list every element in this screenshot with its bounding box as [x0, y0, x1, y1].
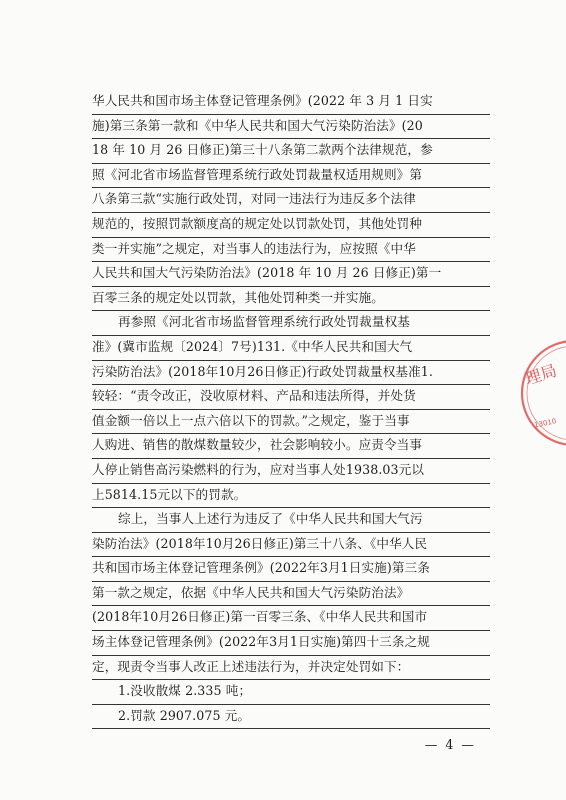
text-line: 值金额一倍以上一点六倍以下的罚款。”之规定，鉴于当事 — [92, 410, 490, 435]
text-line: 综上，当事人上述行为违反了《中华人民共和国大气污 — [92, 508, 490, 533]
penalty-item: 1.没收散煤 2.335 吨； — [92, 680, 490, 705]
document-body — [92, 90, 490, 729]
penalty-item: 2.罚款 2907.075 元。 — [92, 705, 490, 730]
text-line: 18 年 10 月 26 日修正)第三十八条第二款两个法律规范，参 — [92, 139, 490, 164]
text-line: 人购进、销售的散煤数量较少，社会影响较小。应责令当事 — [92, 434, 490, 459]
text-line: 第一款之规定，依据《中华人民共和国大气污染防治法》 — [92, 582, 490, 607]
text-line: 规范的，按照罚款额度高的规定处以罚款处罚，其他处罚种 — [92, 213, 490, 238]
seal-code: 13010 — [533, 417, 558, 430]
text-line: 类一并实施”之规定，对当事人的违法行为，应按照《中华 — [92, 238, 490, 263]
text-line: 人停止销售高污染燃料的行为，应对当事人处1938.03元以 — [92, 459, 490, 484]
text-line: 定，现责令当事人改正上述违法行为，并决定处罚如下： — [92, 656, 490, 681]
text-line: 八条第三款“实施行政处罚，对同一违法行为违反多个法律 — [92, 188, 490, 213]
text-line: 华人民共和国市场主体登记管理条例》(2022 年 3 月 1 日实 — [92, 90, 490, 115]
text-line: 照《河北省市场监督管理系统行政处罚裁量权适用规则》第 — [92, 164, 490, 189]
text-line: 准》(冀市监规〔2024〕7号)131.《中华人民共和国大气 — [92, 336, 490, 361]
seal-text: 理局 — [522, 360, 560, 389]
text-line: 较轻：“责令改正，没收原材料、产品和违法所得，并处货 — [92, 385, 490, 410]
page-number: — 4 — — [424, 737, 476, 752]
text-line: 施)第三条第一款和《中华人民共和国大气污染防治法》(20 — [92, 115, 490, 140]
text-line: 染防治法》(2018年10月26日修正)第三十八条、《中华人民 — [92, 533, 490, 558]
text-line: 共和国市场主体登记管理条例》(2022年3月1日实施)第三条 — [92, 557, 490, 582]
text-line: 污染防治法》(2018年10月26日修正)行政处罚裁量权基准1. — [92, 361, 490, 386]
official-seal-icon — [512, 338, 566, 448]
text-line: 场主体登记管理条例》(2022年3月1日实施)第四十三条之规 — [92, 631, 490, 656]
text-line: (2018年10月26日修正)第一百零三条、《中华人民共和国市 — [92, 606, 490, 631]
text-line: 人民共和国大气污染防治法》(2018 年 10 月 26 日修正)第一 — [92, 262, 490, 287]
text-line: 上5814.15元以下的罚款。 — [92, 484, 490, 509]
text-line: 再参照《河北省市场监督管理系统行政处罚裁量权基 — [92, 311, 490, 336]
text-line: 百零三条的规定处以罚款，其他处罚种类一并实施。 — [92, 287, 490, 312]
